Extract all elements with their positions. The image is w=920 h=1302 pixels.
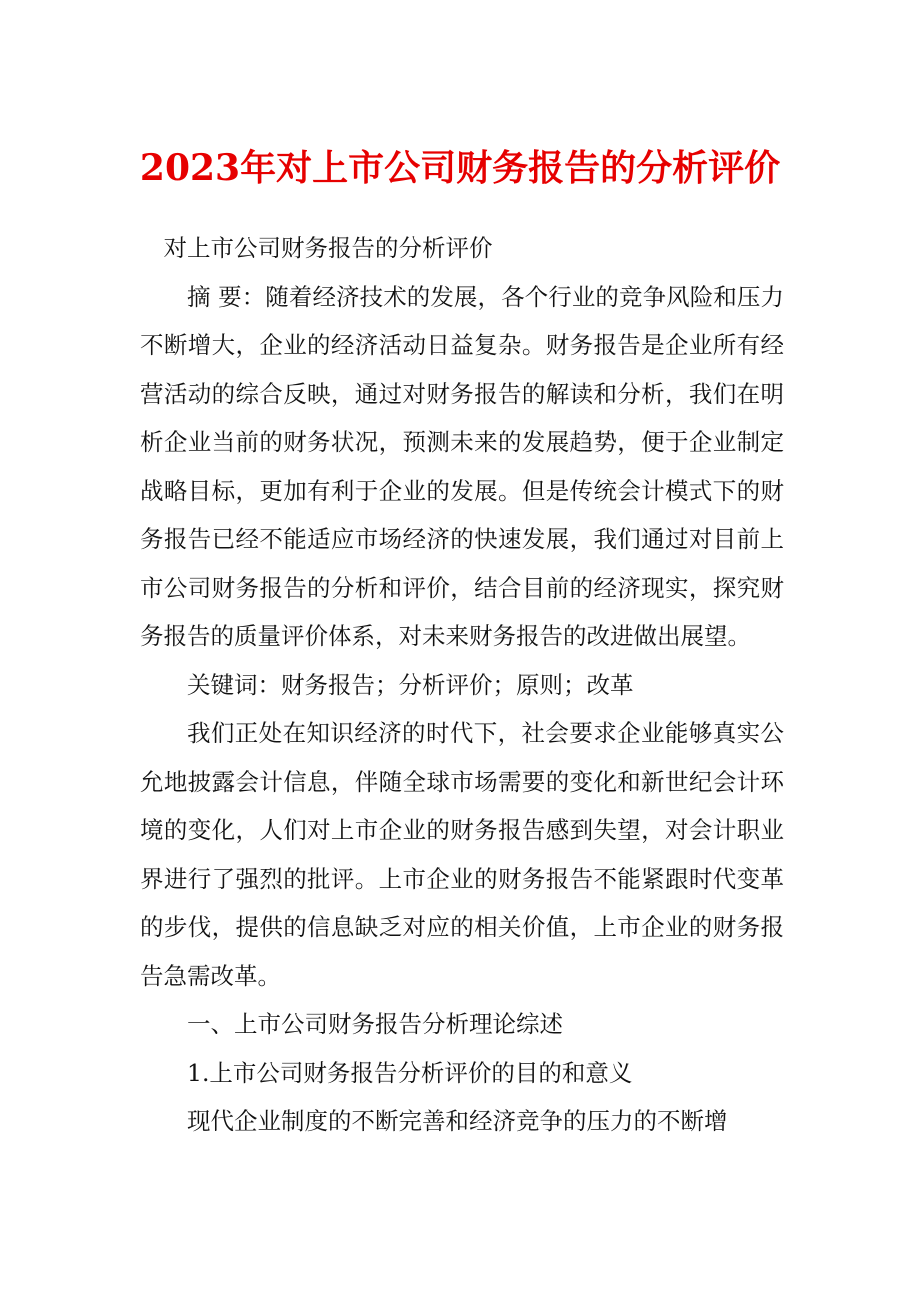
- abstract-paragraph: 摘 要：随着经济技术的发展，各个行业的竞争风险和压力不断增大，企业的经济活动日益复杂。财务报告是企业所有经营活动的综合反映，通过对财务报告的解读和分析，我们在明析企业当前的财务状况，预测未来的发展趋势，便于企业制定战略目标，更加有利于企业的发展。但是传统会计模式下的财务报告已经不能适应市场经济的快速发展，我们通过对目前上市公司财务报告的分析和评价，结合目前的经济现实，探究财务报告的质量评价体系，对未来财务报告的改进做出展望。: [140, 282, 784, 650]
- subsection-heading: 1.上市公司财务报告分析评价的目的和意义: [187, 1058, 633, 1087]
- section-heading: 一、上市公司财务报告分析理论综述: [187, 1010, 563, 1038]
- body-paragraph: 现代企业制度的不断完善和经济竞争的压力的不断增: [187, 1107, 728, 1135]
- keywords-paragraph: 关键词：财务报告；分析评价；原则；改革: [187, 670, 634, 699]
- document-subtitle: 对上市公司财务报告的分析评价: [163, 234, 493, 262]
- document-body: [140, 224, 784, 1146]
- document-title: 2023年对上市公司财务报告的分析评价: [139, 147, 781, 189]
- intro-paragraph: 我们正处在知识经济的时代下，社会要求企业能够真实公允地披露会计信息，伴随全球市场需要的变化和新世纪会计环境的变化，人们对上市企业的财务报告感到失望，对会计职业界进行了强烈的批评。上市企业的财务报告不能紧跟时代变革的步伐，提供的信息缺乏对应的相关价值，上市企业的财务报告急需改革。: [140, 719, 784, 990]
